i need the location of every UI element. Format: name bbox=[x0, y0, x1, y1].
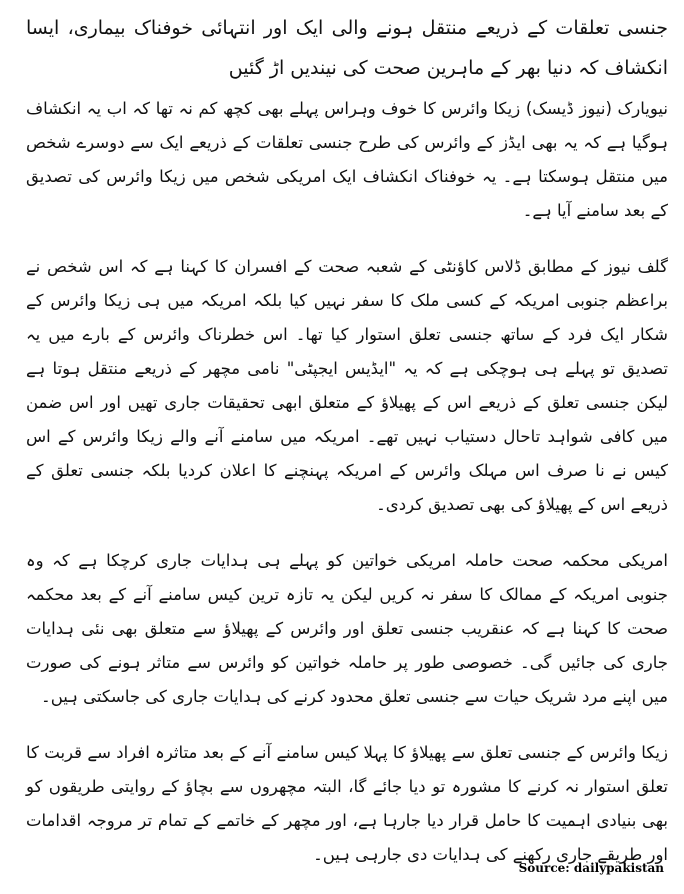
article-paragraph: گلف نیوز کے مطابق ڈلاس کاؤنٹی کے شعبہ صحت کے افسران کا کہنا ہے کہ اس شخص نے براعظم جنوبی امریکہ کے کسی ملک کا سفر نہیں کیا بلکہ امریکہ میں ہی زیکا وائرس کے شکار ایک فرد کے ساتھ جنسی تعلق استوار کیا تھا۔ اس خطرناک وائرس کے بارے میں یہ تصدیق تو پہلے ہی ہوچکی ہے کہ یہ "ایڈیس ایجپٹی" نامی مچھر کے ذریعے منتقل ہوتا ہے لیکن جنسی تعلق کے ذریعے اس کے پھیلاؤ کے متعلق ابھی تحقیقات جاری تھیں اور اس ضمن میں کافی شواہد تاحال دستیاب نہیں تھے۔ امریکہ میں سامنے آنے والے زیکا وائرس کے اس کیس نے نا صرف اس مہلک وائرس کے امریکہ پہنچنے کا اعلان کردیا بلکہ جنسی تعلق کے ذریعے اس کے پھیلاؤ کی بھی تصدیق کردی۔ bbox=[26, 257, 668, 514]
article bbox=[26, 8, 670, 894]
article-paragraph: نیویارک (نیوز ڈیسک) زیکا وائرس کا خوف وہراس پہلے بھی کچھ کم نہ تھا کہ اب یہ انکشاف ہوگیا ہے کہ یہ بھی ایڈز کے وائرس کی طرح جنسی تعلقات کے ذریعے ایک سے دوسرے شخص میں منتقل ہوسکتا ہے۔ یہ خوفناک انکشاف ایک امریکی شخص میں زیکا وائرس کی تصدیق کے بعد سامنے آیا ہے۔ bbox=[26, 99, 668, 220]
article-paragraph: زیکا وائرس کے جنسی تعلق سے پھیلاؤ کا پہلا کیس سامنے آنے کے بعد متاثرہ افراد سے قربت کا تعلق استوار نہ کرنے کا مشورہ تو دیا جائے گا، البتہ مچھروں سے بچاؤ کے روایتی طریقوں کو بھی بنیادی اہمیت کا حامل قرار دیا جارہا ہے، اور مچھر کے خاتمے کے تمام تر مروجہ اقدامات اور طریقے جاری رکھنے کی ہدایات دی جارہی ہیں۔ bbox=[26, 743, 668, 864]
article-paragraph: امریکی محکمہ صحت حاملہ امریکی خواتین کو پہلے ہی ہدایات جاری کرچکا ہے کہ وہ جنوبی امریکہ کے ممالک کا سفر نہ کریں لیکن یہ تازہ ترین کیس سامنے آنے کے بعد محکمہ صحت کا کہنا ہے کہ عنقریب جنسی تعلق اور وائرس کے پھیلاؤ سے متعلق بھی نئی ہدایات جاری کی جائیں گی۔ خصوصی طور پر حاملہ خواتین کو وائرس سے متاثر ہونے کی صورت میں اپنے مرد شریک حیات سے جنسی تعلق محدود کرنے کی ہدایات جاری کی جاسکتی ہیں۔ bbox=[26, 551, 668, 706]
article-headline: جنسی تعلقات کے ذریعے منتقل ہونے والی ایک اور انتہائی خوفناک بیماری، ایسا انکشاف کہ دنیا بھر کے ماہرین صحت کی نیندیں اڑ گئیں bbox=[26, 17, 668, 79]
source-credit: Source: dailypakistan bbox=[518, 861, 664, 875]
